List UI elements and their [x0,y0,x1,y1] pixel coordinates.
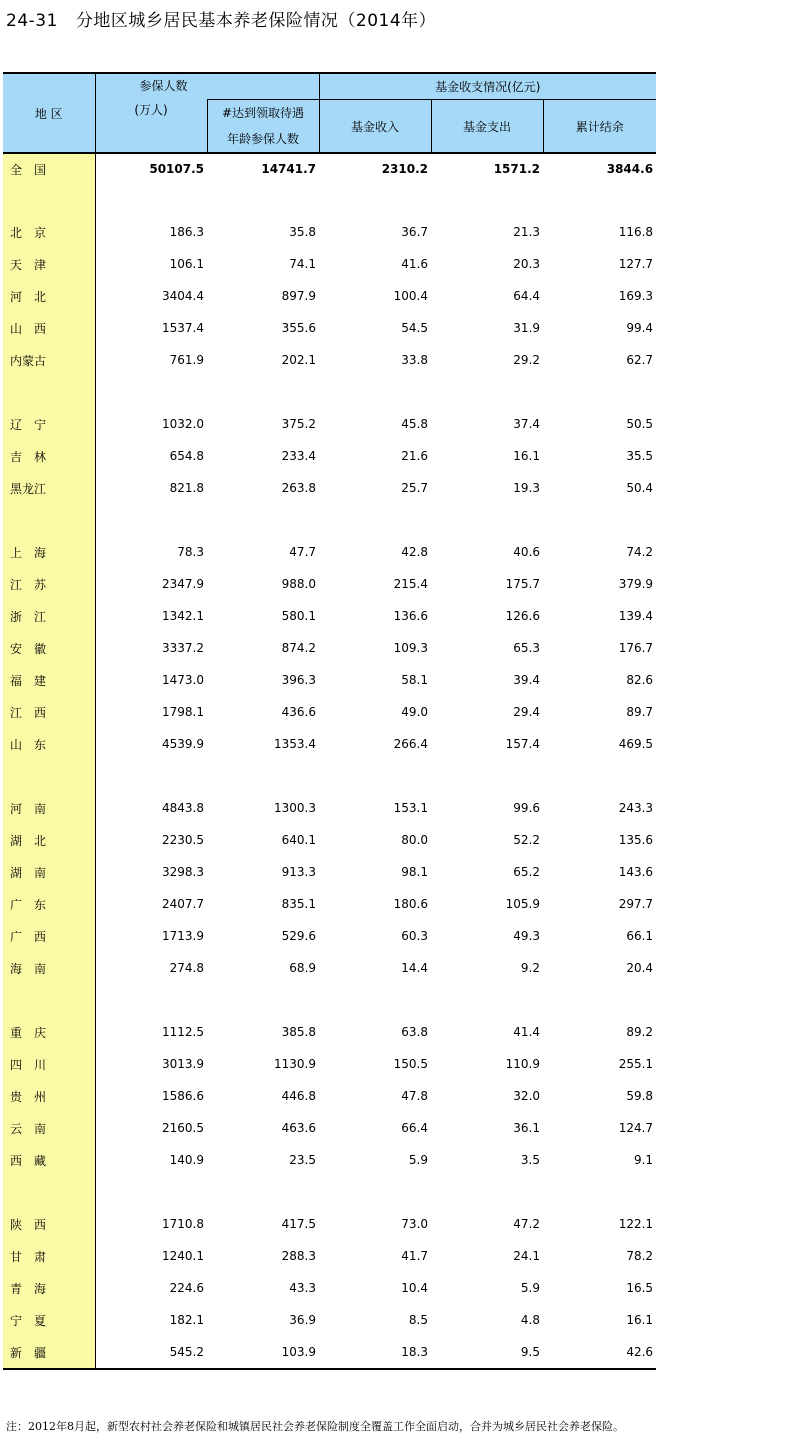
expense-cell: 9.2 [520,961,541,975]
balance-cell: 124.7 [618,1121,654,1135]
insured-cell: 1240.1 [162,1249,204,1263]
income-cell: 153.1 [393,801,429,815]
eligible-cell: 529.6 [281,929,317,943]
spacer-cell [207,760,319,792]
balance-cell: 62.7 [626,353,654,367]
expense-cell: 36.1 [513,1121,541,1135]
table-row [3,280,656,312]
insured-cell: 545.2 [95,1336,207,1369]
insured-cell: 186.3 [169,225,204,239]
expense-cell: 20.3 [513,257,541,271]
spacer-cell [95,984,207,1016]
region-cell: 云 南 [3,1112,95,1144]
spacer-cell [543,760,656,792]
eligible-cell: 23.5 [289,1153,317,1167]
income-cell: 2310.2 [381,162,429,176]
region-cell: 山 东 [3,728,95,760]
balance-cell: 127.7 [618,257,654,271]
balance-cell: 78.2 [626,1249,654,1263]
insured-cell: 224.6 [169,1281,204,1295]
region-cell: 安 徽 [3,632,95,664]
income-cell: 47.8 [401,1089,429,1103]
eligible-cell: 463.6 [281,1121,317,1135]
region-cell: 内蒙古 [3,344,95,376]
balance-cell: 50.5 [626,417,654,431]
page-title [6,6,436,31]
income-cell: 8.5 [408,1313,429,1327]
table-number: 24-31 [6,11,58,31]
region-cell: 甘 肃 [3,1240,95,1272]
spacer-cell [3,376,95,408]
expense-cell: 3.5 [520,1153,541,1167]
insured-cell: 78.3 [177,545,204,559]
eligible-cell: 988.0 [281,577,317,591]
table-row [3,1208,656,1240]
eligible-cell: 385.8 [281,1025,317,1039]
table-row [3,472,656,504]
income-cell: 25.7 [401,481,429,495]
income-cell: 18.3 [319,1336,431,1369]
spacer-cell [207,984,319,1016]
header-eligible-line2: 年龄参保人数 [227,132,300,146]
header-income-label: 基金收入 [351,119,400,134]
region-cell: 上 海 [3,536,95,568]
spacer-cell [207,376,319,408]
balance-cell: 297.7 [618,897,654,911]
region-cell: 江 苏 [3,568,95,600]
spacer-cell [95,760,207,792]
header-expense-label: 基金支出 [463,119,512,134]
region-cell: 海 南 [3,952,95,984]
table-row [3,1112,656,1144]
table-row [3,408,656,440]
eligible-cell: 1130.9 [274,1057,317,1071]
balance-cell: 66.1 [626,929,654,943]
balance-cell: 122.1 [618,1217,654,1231]
region-cell: 河 北 [3,280,95,312]
spacer-row [3,984,656,1016]
insured-cell: 2347.9 [162,577,204,591]
spacer-cell [319,376,431,408]
insured-cell: 1473.0 [162,673,204,687]
table-row [3,1016,656,1048]
spacer-cell [431,504,543,536]
income-cell: 10.4 [401,1281,429,1295]
header-region [3,73,95,153]
table-row [3,1304,656,1336]
insured-cell: 274.8 [169,961,204,975]
table-title: 分地区城乡居民基本养老保险情况（2014年） [75,11,437,31]
expense-cell: 64.4 [513,289,541,303]
expense-cell: 47.2 [513,1217,541,1231]
expense-cell: 29.4 [513,705,541,719]
expense-cell: 32.0 [513,1089,541,1103]
expense-cell: 49.3 [513,929,541,943]
table-row [3,1336,656,1369]
footnote: 注：2012年8月起，新型农村社会养老保险和城镇居民社会养老保险制度全覆盖工作全面启动，合并为城乡居民社会养老保险。 [6,1420,624,1433]
region-cell: 新 疆 [3,1336,95,1369]
region-cell: 陕 西 [3,1208,95,1240]
income-cell: 49.0 [401,705,429,719]
region-cell: 北 京 [3,216,95,248]
region-cell: 湖 北 [3,824,95,856]
table-row [3,536,656,568]
expense-cell: 39.4 [513,673,541,687]
table-row [3,1048,656,1080]
balance-cell: 99.4 [626,321,654,335]
income-cell: 33.8 [401,353,429,367]
eligible-cell: 913.3 [281,865,317,879]
spacer-cell [319,984,431,1016]
spacer-cell [3,504,95,536]
insured-cell: 2407.7 [162,897,204,911]
income-cell: 45.8 [401,417,429,431]
eligible-cell: 1353.4 [274,737,317,751]
eligible-cell: 897.9 [281,289,317,303]
header-fund [319,73,656,100]
spacer-cell [543,376,656,408]
spacer-cell [3,1176,95,1208]
insured-cell: 1586.6 [162,1089,204,1103]
balance-cell: 50.4 [626,481,654,495]
table-row [3,888,656,920]
balance-cell: 379.9 [618,577,654,591]
eligible-cell: 436.6 [281,705,317,719]
table-row [3,344,656,376]
income-cell: 21.6 [401,449,429,463]
header-fund-label: 基金收支情况(亿元) [435,80,541,94]
income-cell: 215.4 [393,577,429,591]
balance-cell: 243.3 [618,801,654,815]
spacer-cell [431,376,543,408]
region-cell: 贵 州 [3,1080,95,1112]
region-cell: 西 藏 [3,1144,95,1176]
eligible-cell: 375.2 [281,417,317,431]
insured-cell: 4539.9 [162,737,204,751]
balance-cell: 42.6 [543,1336,656,1369]
region-cell: 河 南 [3,792,95,824]
table-row [3,1144,656,1176]
insured-cell: 2230.5 [162,833,204,847]
insured-cell: 2160.5 [162,1121,204,1135]
table-row [3,312,656,344]
insured-cell: 50107.5 [149,162,204,176]
spacer-cell [319,504,431,536]
spacer-row [3,184,656,216]
balance-cell: 135.6 [618,833,654,847]
region-cell: 重 庆 [3,1016,95,1048]
eligible-cell: 288.3 [281,1249,317,1263]
eligible-cell: 43.3 [289,1281,317,1295]
expense-cell: 37.4 [513,417,541,431]
region-cell: 山 西 [3,312,95,344]
table-row [3,792,656,824]
eligible-cell: 355.6 [281,321,317,335]
spacer-cell [431,184,543,216]
region-cell: 湖 南 [3,856,95,888]
insured-cell: 761.9 [169,353,204,367]
balance-cell: 89.2 [626,1025,654,1039]
income-cell: 41.6 [401,257,429,271]
insured-cell: 1342.1 [162,609,204,623]
table-row [3,248,656,280]
spacer-cell [95,1176,207,1208]
spacer-cell [95,184,207,216]
statistics-table [3,72,656,1370]
balance-cell: 35.5 [626,449,654,463]
header-region-label: 地 区 [34,106,63,121]
table-row [3,696,656,728]
region-cell: 江 西 [3,696,95,728]
income-cell: 58.1 [401,673,429,687]
region-cell: 广 东 [3,888,95,920]
header-insured [95,73,319,100]
eligible-cell: 263.8 [281,481,317,495]
region-cell: 广 西 [3,920,95,952]
eligible-cell: 446.8 [281,1089,317,1103]
insured-cell: 3404.4 [162,289,204,303]
spacer-cell [3,184,95,216]
income-cell: 180.6 [393,897,429,911]
eligible-cell: 47.7 [289,545,317,559]
eligible-cell: 202.1 [281,353,317,367]
expense-cell: 40.6 [513,545,541,559]
insured-cell: 140.9 [169,1153,204,1167]
expense-cell: 31.9 [513,321,541,335]
eligible-cell: 14741.7 [261,162,317,176]
region-cell: 宁 夏 [3,1304,95,1336]
region-cell: 浙 江 [3,600,95,632]
spacer-cell [319,184,431,216]
spacer-row [3,1176,656,1208]
insured-cell: 1710.8 [162,1217,204,1231]
spacer-cell [431,760,543,792]
table-row [3,440,656,472]
insured-cell: 1112.5 [162,1025,204,1039]
spacer-cell [543,984,656,1016]
balance-cell: 3844.6 [606,162,654,176]
table-row [3,1240,656,1272]
income-cell: 98.1 [401,865,429,879]
balance-cell: 74.2 [626,545,654,559]
table-row [3,600,656,632]
expense-cell: 65.3 [513,641,541,655]
eligible-cell: 74.1 [289,257,317,271]
table-row [3,632,656,664]
balance-cell: 89.7 [626,705,654,719]
insured-cell: 182.1 [169,1313,204,1327]
balance-cell: 116.8 [618,225,654,239]
eligible-cell: 35.8 [289,225,317,239]
insured-cell: 3013.9 [162,1057,204,1071]
header-insured-unit [95,100,207,154]
table-row [3,664,656,696]
expense-cell: 157.4 [505,737,541,751]
header-insured-unit-label: (万人) [134,102,168,117]
table-row [3,856,656,888]
income-cell: 5.9 [408,1153,429,1167]
income-cell: 60.3 [401,929,429,943]
expense-cell: 99.6 [513,801,541,815]
table-row [3,568,656,600]
table-row [3,1080,656,1112]
income-cell: 109.3 [393,641,429,655]
spacer-cell [431,1176,543,1208]
income-cell: 54.5 [401,321,429,335]
spacer-row [3,504,656,536]
spacer-cell [95,376,207,408]
expense-cell: 1571.2 [493,162,541,176]
spacer-cell [3,760,95,792]
spacer-cell [543,1176,656,1208]
balance-cell: 176.7 [618,641,654,655]
expense-cell: 5.9 [520,1281,541,1295]
expense-cell: 126.6 [505,609,541,623]
insured-cell: 106.1 [169,257,204,271]
eligible-cell: 640.1 [281,833,317,847]
eligible-cell: 68.9 [289,961,317,975]
insured-cell: 654.8 [169,449,204,463]
insured-cell: 4843.8 [162,801,204,815]
insured-cell: 1537.4 [162,321,204,335]
header-balance-label: 累计结余 [575,119,624,134]
eligible-cell: 417.5 [281,1217,317,1231]
eligible-cell: 36.9 [289,1313,317,1327]
expense-cell: 21.3 [513,225,541,239]
expense-cell: 175.7 [505,577,541,591]
income-cell: 66.4 [401,1121,429,1135]
region-cell: 全 国 [3,153,95,184]
insured-cell: 3337.2 [162,641,204,655]
spacer-cell [431,984,543,1016]
eligible-cell: 233.4 [281,449,317,463]
expense-cell: 110.9 [505,1057,541,1071]
balance-cell: 82.6 [626,673,654,687]
expense-cell: 19.3 [513,481,541,495]
table-header [3,73,656,153]
eligible-cell: 1300.3 [274,801,317,815]
balance-cell: 16.1 [626,1313,654,1327]
table-row [3,1272,656,1304]
table-body [3,153,656,1369]
spacer-cell [543,184,656,216]
balance-cell: 255.1 [618,1057,654,1071]
expense-cell: 16.1 [513,449,541,463]
table-row-total [3,153,656,184]
expense-cell: 52.2 [513,833,541,847]
region-cell: 青 海 [3,1272,95,1304]
spacer-cell [95,504,207,536]
spacer-row [3,760,656,792]
insured-cell: 821.8 [169,481,204,495]
balance-cell: 469.5 [618,737,654,751]
insured-cell: 1798.1 [162,705,204,719]
income-cell: 80.0 [401,833,429,847]
region-cell: 福 建 [3,664,95,696]
region-cell: 黑龙江 [3,472,95,504]
spacer-cell [207,1176,319,1208]
eligible-cell: 103.9 [207,1336,319,1369]
spacer-row [3,376,656,408]
insured-cell: 1032.0 [162,417,204,431]
table-row [3,216,656,248]
balance-cell: 59.8 [626,1089,654,1103]
income-cell: 73.0 [401,1217,429,1231]
income-cell: 63.8 [401,1025,429,1039]
balance-cell: 20.4 [626,961,654,975]
expense-cell: 29.2 [513,353,541,367]
table-row [3,728,656,760]
balance-cell: 9.1 [633,1153,654,1167]
expense-cell: 24.1 [513,1249,541,1263]
income-cell: 150.5 [393,1057,429,1071]
region-cell: 天 津 [3,248,95,280]
expense-cell: 105.9 [505,897,541,911]
spacer-cell [207,184,319,216]
header-insured-label: 参保人数 [139,79,188,93]
eligible-cell: 874.2 [281,641,317,655]
region-cell: 辽 宁 [3,408,95,440]
eligible-cell: 580.1 [281,609,317,623]
expense-cell: 4.8 [520,1313,541,1327]
income-cell: 100.4 [393,289,429,303]
spacer-cell [207,504,319,536]
income-cell: 136.6 [393,609,429,623]
balance-cell: 143.6 [618,865,654,879]
region-cell: 四 川 [3,1048,95,1080]
table-row [3,824,656,856]
balance-cell: 139.4 [618,609,654,623]
header-balance [543,100,656,154]
income-cell: 266.4 [393,737,429,751]
balance-cell: 169.3 [618,289,654,303]
header-eligible-line1: #达到领取待遇 [221,106,305,120]
spacer-cell [3,984,95,1016]
header-expense [431,100,543,154]
spacer-cell [319,760,431,792]
header-income [319,100,431,154]
eligible-cell: 396.3 [281,673,317,687]
expense-cell: 65.2 [513,865,541,879]
expense-cell: 9.5 [431,1336,543,1369]
insured-cell: 1713.9 [162,929,204,943]
region-cell: 吉 林 [3,440,95,472]
spacer-cell [543,504,656,536]
expense-cell: 41.4 [513,1025,541,1039]
header-eligible [207,100,319,154]
income-cell: 41.7 [401,1249,429,1263]
balance-cell: 16.5 [626,1281,654,1295]
eligible-cell: 835.1 [281,897,317,911]
insured-cell: 3298.3 [162,865,204,879]
income-cell: 14.4 [401,961,429,975]
income-cell: 36.7 [401,225,429,239]
table-row [3,952,656,984]
spacer-cell [319,1176,431,1208]
income-cell: 42.8 [401,545,429,559]
table-row [3,920,656,952]
